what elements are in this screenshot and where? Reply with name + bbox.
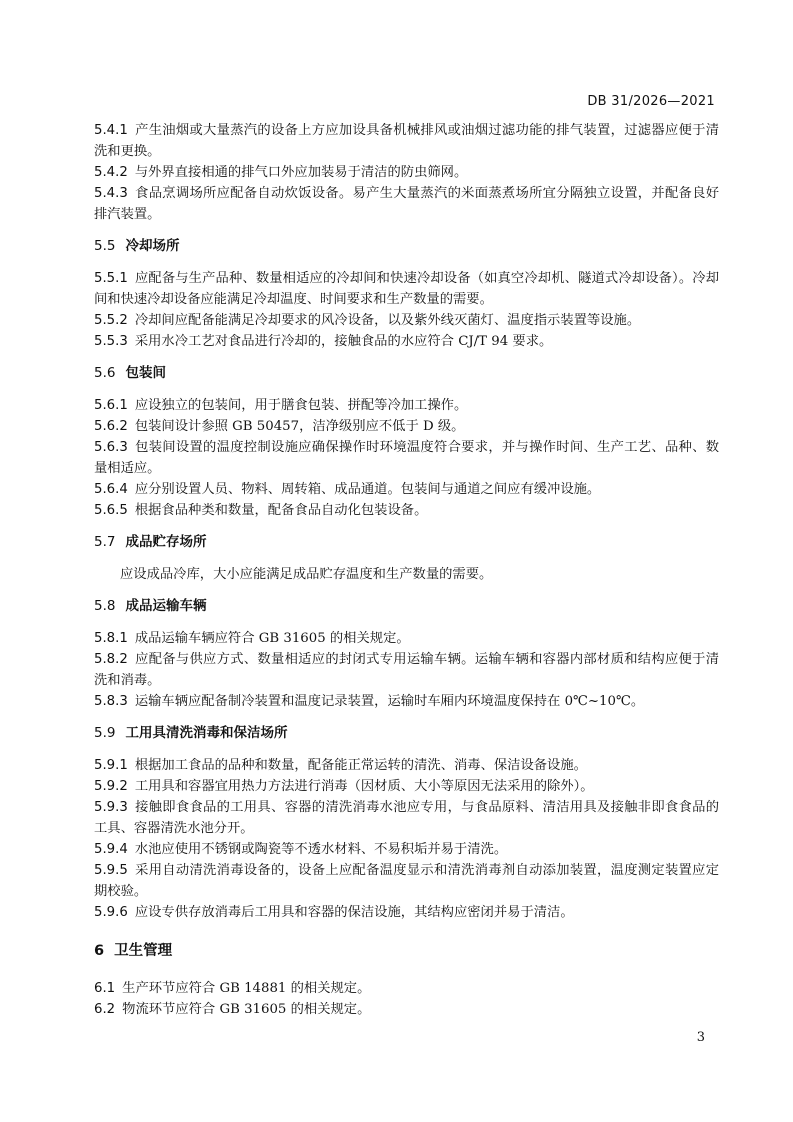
clause-text: 冷却间应配备能满足冷却要求的风冷设备，以及紫外线灭菌灯、温度指示装置等设施。	[134, 313, 641, 328]
clause-paragraph	[94, 691, 719, 712]
clause-text: 采用自动清洗消毒设备的，设备上应配备温度显示和清洗消毒剂自动添加装置，温度测定装置应定期校验。	[94, 863, 719, 899]
clause-text: 根据加工食品的品种和数量，配备能正常运转的清洗、消毒、保洁设备设施。	[134, 758, 587, 773]
clause-paragraph	[94, 268, 719, 310]
clause-text: 产生油烟或大量蒸汽的设备上方应加设具备机械排风或油烟过滤功能的排气装置，过滤器应便于清洗和更换。	[94, 123, 719, 159]
clause-text: 成品运输车辆	[125, 598, 207, 614]
document-body	[94, 120, 719, 1020]
clause-text: 生产环节应符合 GB 14881 的相关规定。	[122, 981, 371, 996]
clause-paragraph	[94, 797, 719, 839]
clause-text: 根据食品种类和数量，配备食品自动化包装设备。	[134, 503, 428, 518]
clause-text: 包装间设计参照 GB 50457，洁净级别应不低于 D 级。	[134, 419, 465, 434]
clause-number: 5.8	[94, 598, 116, 614]
clause-number: 5.4.2	[94, 165, 128, 180]
clause-number: 5.6.4	[94, 482, 128, 497]
section-heading	[94, 596, 719, 617]
clause-text: 冷却场所	[125, 238, 180, 254]
section-heading	[94, 236, 719, 257]
clause-text: 应分别设置人员、物料、周转箱、成品通道。包装间与通道之间应有缓冲设施。	[134, 482, 601, 497]
clause-paragraph	[94, 416, 719, 437]
clause-number: 5.8.1	[94, 631, 128, 646]
clause-number: 5.5.1	[94, 271, 128, 286]
clause-text: 卫生管理	[114, 943, 173, 959]
clause-number: 5.6.5	[94, 503, 128, 518]
clause-text: 成品运输车辆应符合 GB 31605 的相关规定。	[134, 631, 410, 646]
clause-number: 5.6.2	[94, 419, 128, 434]
clause-paragraph	[94, 162, 719, 183]
clause-number: 5.6	[94, 365, 116, 381]
clause-paragraph	[94, 839, 719, 860]
clause-paragraph	[94, 183, 719, 225]
clause-number: 5.5.3	[94, 334, 128, 349]
clause-number: 5.6.3	[94, 440, 128, 455]
clause-text: 水池应使用不锈钢或陶瓷等不透水材料、不易积垢并易于清洗。	[134, 842, 508, 857]
clause-paragraph	[94, 120, 719, 162]
chapter-heading	[94, 941, 719, 962]
clause-number: 5.8.3	[94, 694, 128, 709]
clause-paragraph	[94, 628, 719, 649]
clause-paragraph	[94, 755, 719, 776]
clause-number: 5.7	[94, 534, 116, 550]
clause-text: 与外界直接相通的排气口外应加装易于清洁的防虫筛网。	[134, 165, 468, 180]
clause-number: 5.6.1	[94, 398, 128, 413]
clause-text: 接触即食食品的工用具、容器的清洗消毒水池应专用，与食品原料、清洁用具及接触非即食食品的工具、容器清洗水池分开。	[94, 800, 719, 836]
clause-number: 5.5	[94, 238, 116, 254]
clause-number: 5.9.4	[94, 842, 128, 857]
paragraph	[94, 564, 719, 585]
clause-paragraph	[94, 999, 719, 1020]
clause-text: 应设成品冷库，大小应能满足成品贮存温度和生产数量的需要。	[120, 567, 493, 582]
clause-text: 应配备与供应方式、数量相适应的封闭式专用运输车辆。运输车辆和容器内部材质和结构应便于清洗和消毒。	[94, 652, 719, 688]
clause-text: 应设专供存放消毒后工用具和容器的保洁设施，其结构应密闭并易于清洁。	[134, 905, 574, 920]
clause-paragraph	[94, 310, 719, 331]
clause-text: 工用具和容器宜用热力方法进行消毒（因材质、大小等原因无法采用的除外）。	[134, 779, 594, 794]
document-code-header: DB 31/2026—2021	[587, 94, 715, 109]
clause-text: 应配备与生产品种、数量相适应的冷却间和快速冷却设备（如真空冷却机、隧道式冷却设备）。冷却间和快速冷却设备应能满足冷却温度、时间要求和生产数量的需要。	[94, 271, 719, 307]
clause-number: 5.5.2	[94, 313, 128, 328]
clause-number: 5.9.3	[94, 800, 128, 815]
clause-text: 应设独立的包装间，用于膳食包装、拼配等冷加工操作。	[134, 398, 468, 413]
clause-paragraph	[94, 978, 719, 999]
clause-paragraph	[94, 860, 719, 902]
clause-paragraph	[94, 649, 719, 691]
section-heading	[94, 532, 719, 553]
clause-number: 5.9.6	[94, 905, 128, 920]
clause-number: 5.4.3	[94, 186, 128, 201]
clause-text: 包装间设置的温度控制设施应确保操作时环境温度符合要求，并与操作时间、生产工艺、品种、数量相适应。	[94, 440, 719, 476]
section-heading	[94, 363, 719, 384]
clause-text: 工用具清洗消毒和保洁场所	[125, 725, 288, 741]
clause-text: 包装间	[125, 365, 166, 381]
clause-paragraph	[94, 395, 719, 416]
clause-number: 5.8.2	[94, 652, 128, 667]
page-number: 3	[696, 1030, 705, 1045]
clause-paragraph	[94, 331, 719, 352]
clause-paragraph	[94, 437, 719, 479]
clause-number: 6	[94, 943, 105, 959]
clause-text: 运输车辆应配备制冷装置和温度记录装置，运输时车厢内环境温度保持在 0℃~10℃。	[134, 694, 645, 709]
clause-number: 5.9.5	[94, 863, 128, 878]
section-heading	[94, 723, 719, 744]
clause-text: 成品贮存场所	[125, 534, 207, 550]
clause-paragraph	[94, 479, 719, 500]
clause-text: 食品烹调场所应配备自动炊饭设备。易产生大量蒸汽的米面蒸煮场所宜分隔独立设置，并配备良好排汽装置。	[94, 186, 719, 222]
clause-paragraph	[94, 500, 719, 521]
clause-text: 物流环节应符合 GB 31605 的相关规定。	[122, 1002, 371, 1017]
clause-number: 5.9	[94, 725, 116, 741]
clause-text: 采用水冷工艺对食品进行冷却的，接触食品的水应符合 CJ/T 94 要求。	[134, 334, 553, 349]
clause-paragraph	[94, 776, 719, 797]
clause-number: 5.9.1	[94, 758, 128, 773]
clause-paragraph	[94, 902, 719, 923]
clause-number: 5.4.1	[94, 123, 128, 138]
clause-number: 6.1	[94, 981, 116, 996]
clause-number: 6.2	[94, 1002, 116, 1017]
clause-number: 5.9.2	[94, 779, 128, 794]
